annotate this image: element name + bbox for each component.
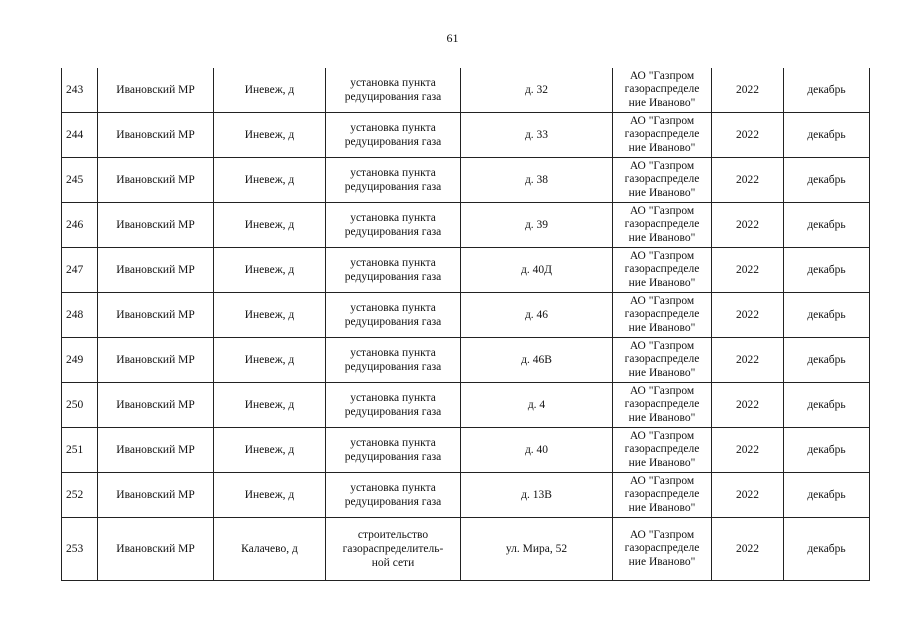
work-type-line: газораспределитель- (342, 543, 444, 555)
work-type-line: установка пункта (350, 302, 436, 314)
locality-cell: Калачево, д (214, 518, 326, 581)
year-cell: 2022 (712, 473, 784, 518)
table-row (62, 428, 870, 473)
district-cell: Ивановский МР (98, 113, 214, 158)
month-cell: декабрь (784, 113, 870, 158)
work-type-line: редуцирования газа (344, 406, 442, 418)
organization-line: газораспределе (624, 542, 700, 555)
organization-line: ние Иваново" (628, 141, 696, 154)
organization-line: газораспределе (624, 83, 700, 96)
work-type-line: редуцирования газа (344, 136, 442, 148)
work-type-cell (326, 293, 461, 338)
year-cell: 2022 (712, 248, 784, 293)
year-cell: 2022 (712, 518, 784, 581)
table-row (62, 293, 870, 338)
work-type-cell (326, 113, 461, 158)
address-cell: ул. Мира, 52 (461, 518, 613, 581)
table-row (62, 203, 870, 248)
work-type-cell (326, 248, 461, 293)
work-type-line: редуцирования газа (344, 361, 442, 373)
address-cell: д. 46 (461, 293, 613, 338)
work-type-line: установка пункта (350, 212, 436, 224)
locality-cell: Иневеж, д (214, 338, 326, 383)
locality-cell: Иневеж, д (214, 113, 326, 158)
district-cell: Ивановский МР (98, 68, 214, 113)
organization-line: АО "Газпром (629, 114, 695, 127)
work-type-line: установка пункта (350, 257, 436, 269)
row-number-cell: 243 (62, 68, 98, 113)
organization-line: АО "Газпром (629, 249, 695, 262)
organization-cell (613, 473, 712, 518)
work-type-line: установка пункта (350, 122, 436, 134)
row-number-cell: 253 (62, 518, 98, 581)
locality-cell: Иневеж, д (214, 248, 326, 293)
work-type-line: редуцирования газа (344, 226, 442, 238)
month-cell: декабрь (784, 428, 870, 473)
year-cell: 2022 (712, 68, 784, 113)
table-row (62, 338, 870, 383)
locality-cell: Иневеж, д (214, 158, 326, 203)
work-type-line: установка пункта (350, 482, 436, 494)
work-type-line: редуцирования газа (344, 316, 442, 328)
organization-line: АО "Газпром (629, 429, 695, 442)
organization-line: АО "Газпром (629, 204, 695, 217)
row-number-cell: 251 (62, 428, 98, 473)
row-number-cell: 247 (62, 248, 98, 293)
work-type-cell (326, 428, 461, 473)
work-type-line: установка пункта (350, 167, 436, 179)
month-cell: декабрь (784, 473, 870, 518)
row-number-cell: 249 (62, 338, 98, 383)
address-cell: д. 13В (461, 473, 613, 518)
organization-line: газораспределе (624, 128, 700, 141)
organization-line: ние Иваново" (628, 276, 696, 289)
locality-cell: Иневеж, д (214, 203, 326, 248)
work-type-line: ной сети (371, 557, 415, 569)
locality-cell: Иневеж, д (214, 293, 326, 338)
organization-cell (613, 203, 712, 248)
district-cell: Ивановский МР (98, 248, 214, 293)
row-number-cell: 252 (62, 473, 98, 518)
organization-line: ние Иваново" (628, 186, 696, 199)
work-type-cell (326, 473, 461, 518)
address-cell: д. 32 (461, 68, 613, 113)
month-cell: декабрь (784, 158, 870, 203)
organization-line: газораспределе (624, 308, 700, 321)
work-type-line: редуцирования газа (344, 451, 442, 463)
row-number-cell: 248 (62, 293, 98, 338)
organization-cell (613, 383, 712, 428)
district-cell: Ивановский МР (98, 293, 214, 338)
organization-line: газораспределе (624, 173, 700, 186)
work-type-line: установка пункта (350, 347, 436, 359)
row-number-cell: 246 (62, 203, 98, 248)
organization-line: газораспределе (624, 443, 700, 456)
organization-line: ние Иваново" (628, 411, 696, 424)
table-row (62, 68, 870, 113)
organization-line: ние Иваново" (628, 231, 696, 244)
district-cell: Ивановский МР (98, 383, 214, 428)
work-type-line: редуцирования газа (344, 271, 442, 283)
work-type-line: установка пункта (350, 392, 436, 404)
locality-cell: Иневеж, д (214, 428, 326, 473)
organization-line: ние Иваново" (628, 501, 696, 514)
address-cell: д. 40 (461, 428, 613, 473)
address-cell: д. 46В (461, 338, 613, 383)
organization-line: газораспределе (624, 398, 700, 411)
district-cell: Ивановский МР (98, 473, 214, 518)
district-cell: Ивановский МР (98, 428, 214, 473)
year-cell: 2022 (712, 428, 784, 473)
organization-line: ние Иваново" (628, 366, 696, 379)
work-type-line: редуцирования газа (344, 181, 442, 193)
organization-line: ние Иваново" (628, 555, 696, 568)
address-cell: д. 4 (461, 383, 613, 428)
organization-cell (613, 293, 712, 338)
row-number-cell: 245 (62, 158, 98, 203)
locality-cell: Иневеж, д (214, 68, 326, 113)
organization-cell (613, 68, 712, 113)
district-cell: Ивановский МР (98, 203, 214, 248)
table-row (62, 473, 870, 518)
year-cell: 2022 (712, 113, 784, 158)
month-cell: декабрь (784, 248, 870, 293)
work-type-cell (326, 518, 461, 581)
organization-line: ние Иваново" (628, 321, 696, 334)
organization-line: ние Иваново" (628, 96, 696, 109)
organization-line: газораспределе (624, 218, 700, 231)
district-cell: Ивановский МР (98, 518, 214, 581)
organization-cell (613, 248, 712, 293)
month-cell: декабрь (784, 383, 870, 428)
organization-cell (613, 428, 712, 473)
month-cell: декабрь (784, 203, 870, 248)
organization-line: ние Иваново" (628, 456, 696, 469)
year-cell: 2022 (712, 158, 784, 203)
work-type-line: установка пункта (350, 77, 436, 89)
organization-line: АО "Газпром (629, 69, 695, 82)
year-cell: 2022 (712, 203, 784, 248)
organization-line: АО "Газпром (629, 294, 695, 307)
organization-line: газораспределе (624, 263, 700, 276)
table-row (62, 383, 870, 428)
row-number-cell: 250 (62, 383, 98, 428)
organization-cell (613, 158, 712, 203)
table-body (62, 68, 870, 581)
table-row (62, 248, 870, 293)
organization-cell (613, 338, 712, 383)
work-type-line: установка пункта (350, 437, 436, 449)
work-type-cell (326, 338, 461, 383)
organization-cell (613, 113, 712, 158)
page-number: 61 (446, 31, 459, 45)
organization-line: АО "Газпром (629, 339, 695, 352)
address-cell: д. 38 (461, 158, 613, 203)
year-cell: 2022 (712, 293, 784, 338)
organization-line: АО "Газпром (629, 384, 695, 397)
district-cell: Ивановский МР (98, 338, 214, 383)
organization-line: газораспределе (624, 488, 700, 501)
year-cell: 2022 (712, 383, 784, 428)
address-cell: д. 33 (461, 113, 613, 158)
table-row (62, 113, 870, 158)
table-row (62, 518, 870, 581)
locality-cell: Иневеж, д (214, 473, 326, 518)
month-cell: декабрь (784, 338, 870, 383)
organization-line: газораспределе (624, 353, 700, 366)
organization-line: АО "Газпром (629, 159, 695, 172)
table-row (62, 158, 870, 203)
data-table (61, 68, 870, 581)
work-type-cell (326, 203, 461, 248)
work-type-line: редуцирования газа (344, 496, 442, 508)
address-cell: д. 39 (461, 203, 613, 248)
work-type-cell (326, 68, 461, 113)
row-number-cell: 244 (62, 113, 98, 158)
locality-cell: Иневеж, д (214, 383, 326, 428)
organization-line: АО "Газпром (629, 474, 695, 487)
work-type-line: строительство (357, 529, 429, 541)
year-cell: 2022 (712, 338, 784, 383)
work-type-line: редуцирования газа (344, 91, 442, 103)
work-type-cell (326, 158, 461, 203)
month-cell: декабрь (784, 293, 870, 338)
month-cell: декабрь (784, 518, 870, 581)
district-cell: Ивановский МР (98, 158, 214, 203)
organization-line: АО "Газпром (629, 528, 695, 541)
address-cell: д. 40Д (461, 248, 613, 293)
work-type-cell (326, 383, 461, 428)
month-cell: декабрь (784, 68, 870, 113)
organization-cell (613, 518, 712, 581)
